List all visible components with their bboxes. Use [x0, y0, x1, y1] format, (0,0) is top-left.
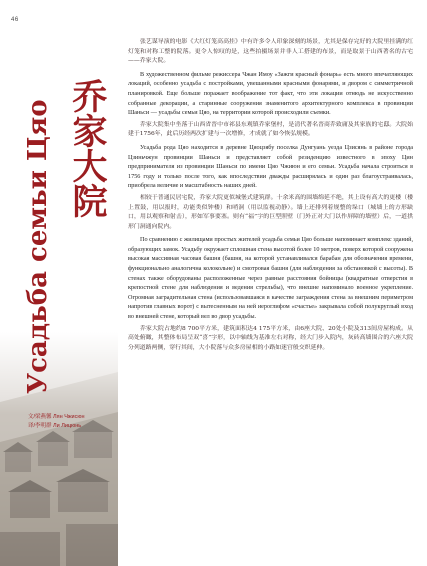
- credits: [28, 413, 85, 431]
- paragraph-cn: 乔家大院占地约8 700平方米，建筑面积达4 175平方米，由6座大院、20处小院及313间房屋构成。从高处俯瞰，其整体布局呈双“喜”字形，以中轴线为基准左右对称，经大门步入院内，灰砖高墙围合的六座大院分列道路两侧，穿行其间，大小院落与众多房屋相的小路如迷宫般交织延伸。: [128, 325, 413, 351]
- title-russian: Усадьба семьи Цяо: [23, 99, 53, 394]
- author-credit: 文/梁燕馨 Лян Чжисюн: [28, 414, 85, 420]
- paragraph-ru: В художественном фильме режиссера Чжан Имоу «Зажги красный фонарь» есть много впечатляющих локаций, особенно усадьба с постройками, увешанными красными фонарями, и двором с симметричной планировкой. Еще больше поражает воображение тот факт, что эти локации отнюдь не искусственно собранные декорации, а старинные сооружения знаменитого архитектурного комплекса в провинции Шаньси — усадьбы семьи Цяо, на территории которой происходили съемки.: [128, 70, 413, 117]
- sidebar: [0, 32, 118, 566]
- paragraph-cn: 乔家大院集中坐落于山西省晋中市祁县东观镇乔家堡村，是清代著名晋商乔致庸及其家族的宅邸。大院始建于1756年，此后历经两次扩建与一次增修，才成就了如今恢弘规模。: [128, 121, 413, 138]
- translator-credit: 译/李明群 Ли Лицюнь: [28, 423, 82, 429]
- paragraph-ru: Усадьба рода Цяо находится в деревне Цяоцзябу поселка Дунгуань уезда Цзисянь в районе города Цзиньчжун провинции Шаньси и представляет собой резиденцию известного в эпоху Цин предпринимателя из провинции Шаньси по имени Цяо Чжиюн и его семьи. Усадьба начала строиться в 1756 году и только после того, как впоследствии дважды расширялась и один раз благоустраивалась, приобрела величие и масштабность наших дней.: [128, 143, 413, 190]
- title-chinese: 乔家大院: [67, 78, 108, 218]
- page-number: 46: [11, 17, 19, 23]
- paragraph-cn: 张艺谋导演的电影《大红灯笼高高挂》中有许多令人印象深刻的场景，尤其是保存完好的大院里挂满的红灯笼和对称工整的院落。更令人惊叹的是，这些拍摄场景并非人工搭建的布景，而是取景于山西著名的古宅——乔家大院。: [128, 39, 413, 65]
- paragraph-ru: По сравнению с жилищами простых жителей усадьба семьи Цяо больше напоминает комплекс зданий, образующих замок. Усадьбу окружает сплошная стена высотой более 10 метров, поверх которой сооружена высокая массивная часовая башня (башня, на которой устанавливался барабан для обозначения времени, функционально аналогична колокольне) и смотровая башня (для наблюдения за обстановкой с высоты). В стенах также оборудованы расположенные через равные расстояния бойницы (квадратные отверстия в крепостной стене для наблюдения и ведения стрельбы), что внешне напоминало военное укрепление. Огромная заградительная стена (использовавшаяся в качестве заграждения стена за внешним периметром напротив главных ворот) с вытесненным на ней иероглифом «счастье» закрывала собой полукруглый вход во внешней стене, который вел во двор усадьбы.: [128, 236, 413, 321]
- paragraph-cn: 相较于普通民居宅院，乔家大院更似城堡式建筑群。十余米高的围墙绵延不绝，其上设有高大的更楼（楼上置鼓，用以报时，功能类似钟楼）和哨洞（用以监视动静）。墙上还排列着规整的垛口（城墙上的方形缺口，用以观察和射击），形如军事要塞。则有“福”字的巨型照壁（门外正对大门以作屏障的墙壁）后，一道拱形门洞通向院内。: [128, 194, 413, 230]
- article-body: [128, 38, 413, 356]
